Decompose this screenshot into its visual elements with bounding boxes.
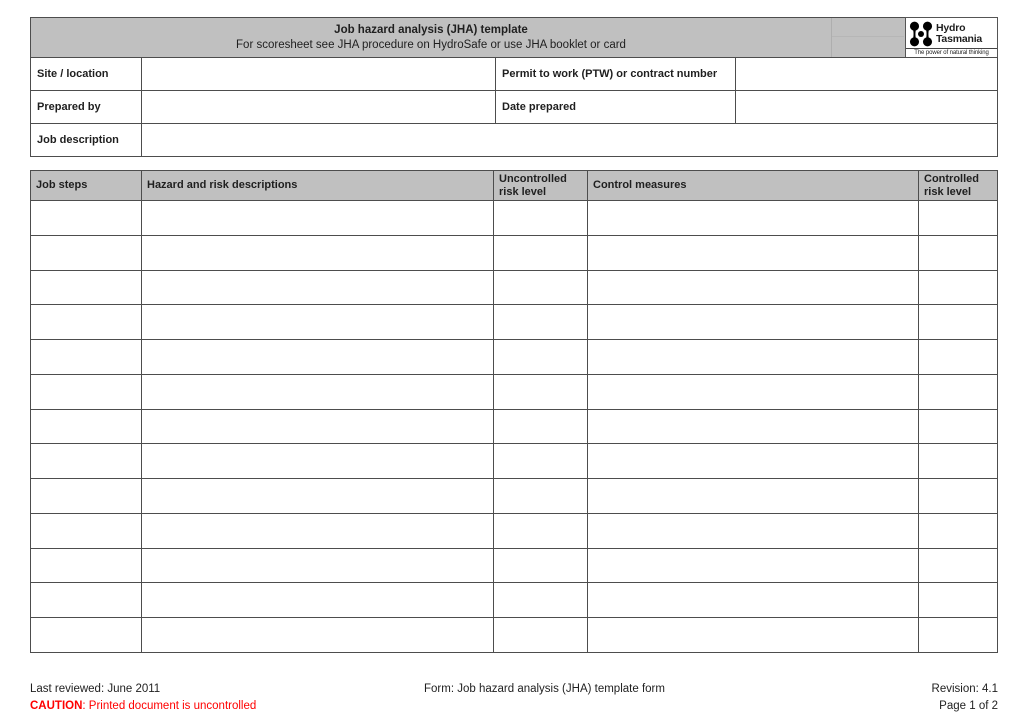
job-steps-cell[interactable] <box>31 514 142 549</box>
header-band <box>30 17 998 58</box>
caution-rest: : Printed document is uncontrolled <box>82 700 257 712</box>
job-steps-cell[interactable] <box>31 271 142 306</box>
uncontrolled-risk-cell[interactable] <box>494 340 588 375</box>
header-cell-divider-horizontal <box>832 36 904 37</box>
footer-form-name: Form: Job hazard analysis (JHA) template form <box>424 683 665 695</box>
info-table <box>30 57 998 157</box>
table-row <box>31 271 998 306</box>
control-measures-cell[interactable] <box>588 340 919 375</box>
header-text-block <box>31 18 831 53</box>
controlled-risk-cell[interactable] <box>919 410 998 445</box>
job-steps-cell[interactable] <box>31 618 142 653</box>
site-location-field[interactable] <box>142 58 496 91</box>
column-header-uncontrolled-risk: Uncontrolled risk level <box>494 171 588 201</box>
hazard-risk-cell[interactable] <box>142 271 494 306</box>
hazard-risk-cell[interactable] <box>142 340 494 375</box>
uncontrolled-risk-cell[interactable] <box>494 201 588 236</box>
control-measures-cell[interactable] <box>588 444 919 479</box>
job-steps-cell[interactable] <box>31 583 142 618</box>
uncontrolled-risk-cell[interactable] <box>494 236 588 271</box>
prepared-by-label: Prepared by <box>31 91 142 124</box>
uncontrolled-risk-cell[interactable] <box>494 410 588 445</box>
hydro-tasmania-logo <box>905 17 998 58</box>
controlled-risk-cell[interactable] <box>919 201 998 236</box>
controlled-risk-cell[interactable] <box>919 618 998 653</box>
control-measures-cell[interactable] <box>588 271 919 306</box>
column-header-hazard-risk: Hazard and risk descriptions <box>142 171 494 201</box>
controlled-risk-cell[interactable] <box>919 514 998 549</box>
job-description-label: Job description <box>31 124 142 157</box>
table-row <box>31 201 998 236</box>
last-reviewed-text: Last reviewed: June 2011 <box>30 683 161 695</box>
job-steps-cell[interactable] <box>31 410 142 445</box>
uncontrolled-risk-cell[interactable] <box>494 444 588 479</box>
controlled-risk-cell[interactable] <box>919 305 998 340</box>
logo-tagline: The power of natural thinking <box>906 48 997 57</box>
footer-left-block <box>30 681 256 715</box>
hazard-risk-cell[interactable] <box>142 305 494 340</box>
site-location-label: Site / location <box>31 58 142 91</box>
job-steps-cell[interactable] <box>31 201 142 236</box>
logo-line2: Tasmania <box>936 32 983 45</box>
permit-number-field[interactable] <box>736 58 998 91</box>
controlled-risk-cell[interactable] <box>919 583 998 618</box>
column-header-control-measures: Control measures <box>588 171 919 201</box>
uncontrolled-risk-cell[interactable] <box>494 549 588 584</box>
control-measures-cell[interactable] <box>588 201 919 236</box>
date-prepared-field[interactable] <box>736 91 998 124</box>
control-measures-cell[interactable] <box>588 236 919 271</box>
hazard-risk-cell[interactable] <box>142 375 494 410</box>
table-row <box>31 549 998 584</box>
table-row <box>31 340 998 375</box>
controlled-risk-cell[interactable] <box>919 236 998 271</box>
table-row <box>31 479 998 514</box>
table-row <box>31 305 998 340</box>
permit-number-label: Permit to work (PTW) or contract number <box>496 58 736 91</box>
hazard-risk-cell[interactable] <box>142 444 494 479</box>
job-steps-cell[interactable] <box>31 305 142 340</box>
jha-table-body <box>31 201 998 653</box>
hazard-risk-cell[interactable] <box>142 479 494 514</box>
controlled-risk-cell[interactable] <box>919 340 998 375</box>
job-steps-cell[interactable] <box>31 549 142 584</box>
hydro-tasmania-molecule-icon <box>909 21 933 47</box>
control-measures-cell[interactable] <box>588 305 919 340</box>
uncontrolled-risk-cell[interactable] <box>494 479 588 514</box>
uncontrolled-risk-cell[interactable] <box>494 305 588 340</box>
jha-table <box>30 170 998 653</box>
page-subtitle: For scoresheet see JHA procedure on HydroSafe or use JHA booklet or card <box>236 39 626 51</box>
controlled-risk-cell[interactable] <box>919 549 998 584</box>
control-measures-cell[interactable] <box>588 410 919 445</box>
job-description-field[interactable] <box>142 124 998 157</box>
control-measures-cell[interactable] <box>588 479 919 514</box>
control-measures-cell[interactable] <box>588 514 919 549</box>
control-measures-cell[interactable] <box>588 618 919 653</box>
controlled-risk-cell[interactable] <box>919 444 998 479</box>
control-measures-cell[interactable] <box>588 549 919 584</box>
hazard-risk-cell[interactable] <box>142 583 494 618</box>
hazard-risk-cell[interactable] <box>142 618 494 653</box>
table-row <box>31 618 998 653</box>
date-prepared-label: Date prepared <box>496 91 736 124</box>
jha-table-header-row <box>31 171 998 201</box>
controlled-risk-cell[interactable] <box>919 271 998 306</box>
job-steps-cell[interactable] <box>31 479 142 514</box>
caution-label: CAUTION <box>30 700 83 712</box>
table-row <box>31 444 998 479</box>
uncontrolled-risk-cell[interactable] <box>494 514 588 549</box>
uncontrolled-risk-cell[interactable] <box>494 618 588 653</box>
page-title: Job hazard analysis (JHA) template <box>334 24 528 36</box>
logo-line1: Hydro <box>936 21 966 34</box>
logo-top <box>906 18 997 48</box>
hazard-risk-cell[interactable] <box>142 201 494 236</box>
hazard-risk-cell[interactable] <box>142 549 494 584</box>
hazard-risk-cell[interactable] <box>142 514 494 549</box>
prepared-by-field[interactable] <box>142 91 496 124</box>
header-cell-divider <box>831 18 832 57</box>
footer-right-block <box>932 681 998 715</box>
table-row <box>31 236 998 271</box>
uncontrolled-risk-cell[interactable] <box>494 375 588 410</box>
job-steps-cell[interactable] <box>31 340 142 375</box>
column-header-controlled-risk: Controlled risk level <box>919 171 998 201</box>
hazard-risk-cell[interactable] <box>142 236 494 271</box>
caution-text <box>30 698 256 715</box>
table-row <box>31 375 998 410</box>
control-measures-cell[interactable] <box>588 375 919 410</box>
page-number-text: Page 1 of 2 <box>939 700 998 712</box>
control-measures-cell[interactable] <box>588 583 919 618</box>
table-row <box>31 410 998 445</box>
column-header-job-steps: Job steps <box>31 171 142 201</box>
controlled-risk-cell[interactable] <box>919 375 998 410</box>
revision-text: Revision: 4.1 <box>931 683 998 695</box>
job-steps-cell[interactable] <box>31 444 142 479</box>
table-row <box>31 583 998 618</box>
table-row <box>31 514 998 549</box>
controlled-risk-cell[interactable] <box>919 479 998 514</box>
job-steps-cell[interactable] <box>31 375 142 410</box>
hazard-risk-cell[interactable] <box>142 410 494 445</box>
uncontrolled-risk-cell[interactable] <box>494 583 588 618</box>
uncontrolled-risk-cell[interactable] <box>494 271 588 306</box>
logo-wordmark <box>936 23 982 45</box>
job-steps-cell[interactable] <box>31 236 142 271</box>
